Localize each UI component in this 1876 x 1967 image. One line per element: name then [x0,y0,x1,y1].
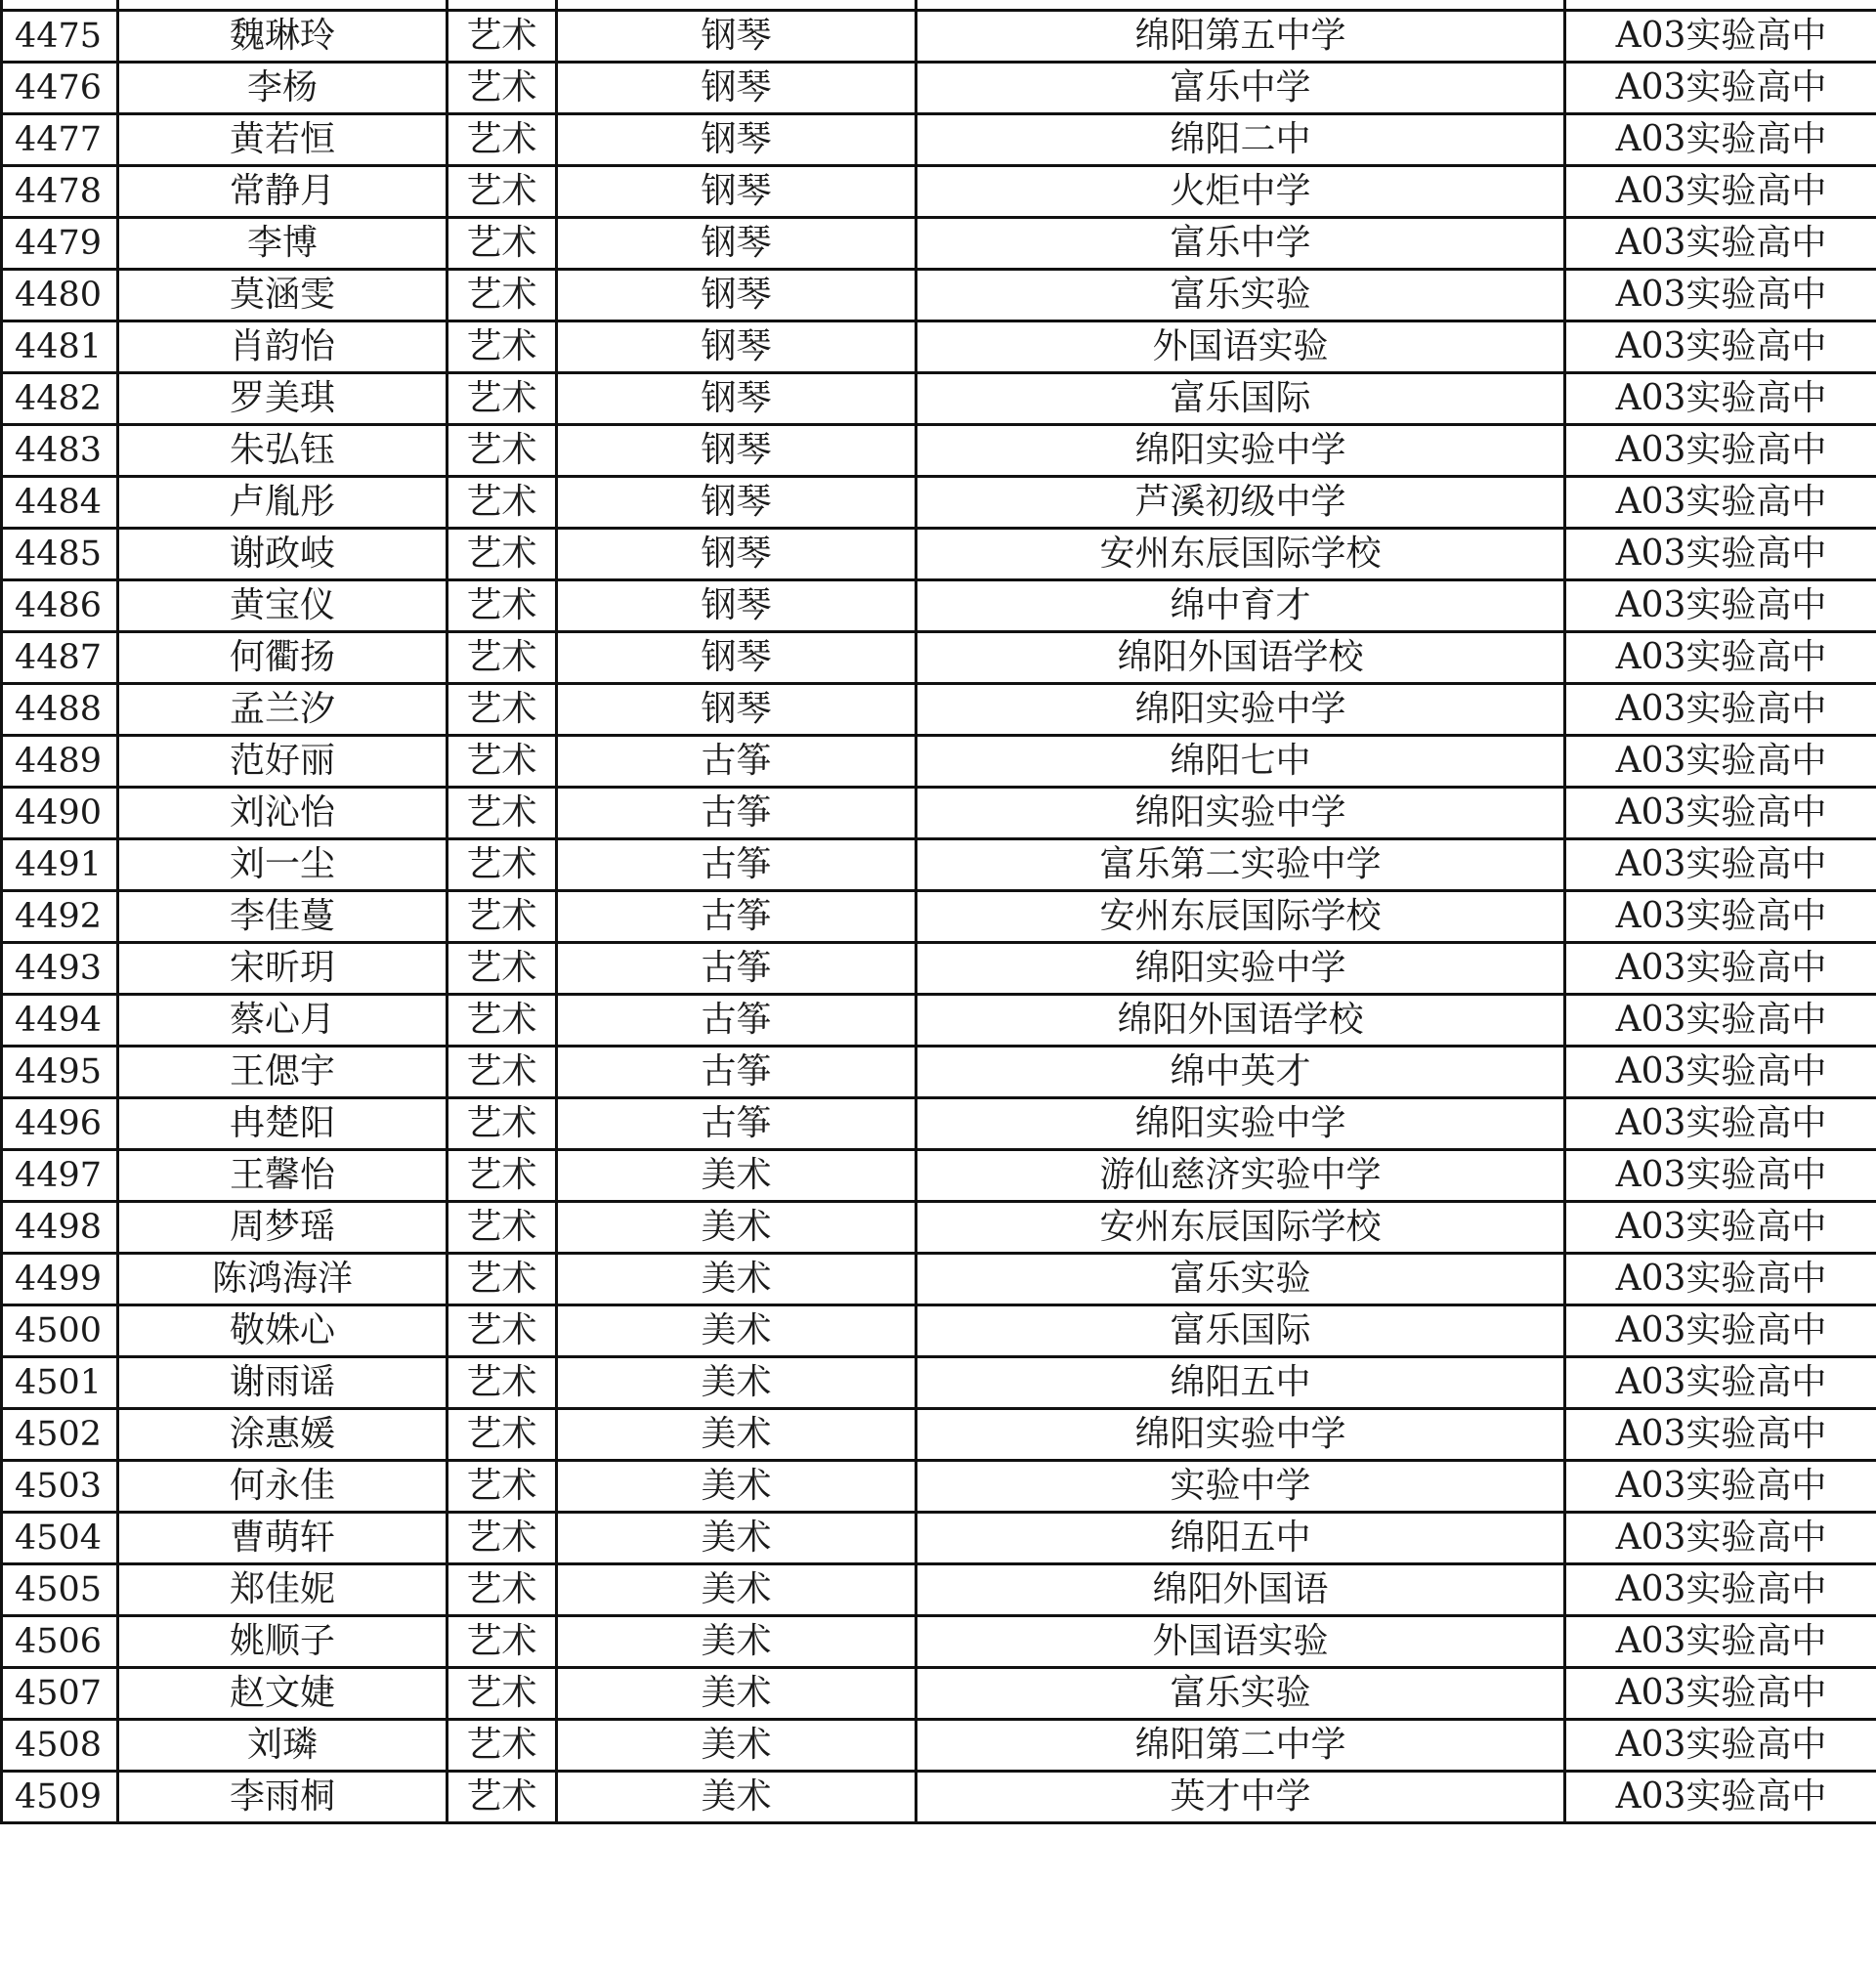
cell-major: 古筝 [557,995,917,1047]
table-row [2,1772,1876,1823]
cell-school: 外国语实验 [917,1616,1565,1668]
cell-major: 古筝 [557,736,917,788]
cell-category: 艺术 [448,166,557,218]
table-row [2,891,1876,943]
cell-admit: A03实验高中 [1565,943,1876,995]
cell-admit: A03实验高中 [1565,425,1876,477]
table-row [2,580,1876,632]
cell-admit: A03实验高中 [1565,373,1876,425]
table-row [2,477,1876,529]
table-row-partial-top [2,0,1876,11]
cell-no: 4476 [2,63,118,114]
cell-category: 艺术 [448,270,557,321]
roster-body [2,0,1876,1823]
cell-admit: A03实验高中 [1565,529,1876,580]
cell-name: 曹萌轩 [118,1513,448,1564]
table-row [2,63,1876,114]
cell-major: 美术 [557,1305,917,1357]
cell-no: 4477 [2,114,118,166]
cell-major: 钢琴 [557,166,917,218]
cell-name: 王馨怡 [118,1150,448,1202]
cell-name: 涂惠媛 [118,1409,448,1461]
table-row [2,1254,1876,1305]
table-row [2,166,1876,218]
cell-no: 4478 [2,166,118,218]
cell-school: 安州东辰国际学校 [917,891,1565,943]
cell-name: 郑佳妮 [118,1564,448,1616]
cell-admit: A03实验高中 [1565,788,1876,839]
cell-no: 4504 [2,1513,118,1564]
cell-major: 钢琴 [557,321,917,373]
cell-no: 4484 [2,477,118,529]
cell-school: 绵阳第二中学 [917,1720,1565,1772]
cell-name: 王偲宇 [118,1047,448,1098]
table-row [2,373,1876,425]
cell-major: 钢琴 [557,529,917,580]
cell-category: 艺术 [448,995,557,1047]
cell-school: 绵阳实验中学 [917,684,1565,736]
cell-name: 李杨 [118,63,448,114]
table-row [2,270,1876,321]
cell-school: 绵阳第五中学 [917,11,1565,63]
cell-admit: A03实验高中 [1565,321,1876,373]
table-row [2,1047,1876,1098]
cell-no: 4485 [2,529,118,580]
cell-admit: A03实验高中 [1565,1305,1876,1357]
cell-school: 富乐国际 [917,373,1565,425]
cell-major: 美术 [557,1461,917,1513]
cell-admit: A03实验高中 [1565,114,1876,166]
table-row [2,1150,1876,1202]
cell-major: 钢琴 [557,684,917,736]
cell-admit: A03实验高中 [1565,1616,1876,1668]
cell-name: 李佳蔓 [118,891,448,943]
table-row [2,788,1876,839]
cell-no: 4496 [2,1098,118,1150]
cell-no: 4480 [2,270,118,321]
table-row [2,529,1876,580]
cell-admit: A03实验高中 [1565,1098,1876,1150]
cell-school: 安州东辰国际学校 [917,1202,1565,1254]
cell-major: 古筝 [557,839,917,891]
cell-major: 钢琴 [557,63,917,114]
cell-admit: A03实验高中 [1565,684,1876,736]
cell-admit: A03实验高中 [1565,632,1876,684]
cell-category: 艺术 [448,1409,557,1461]
cell-category: 艺术 [448,632,557,684]
cell-admit: A03实验高中 [1565,63,1876,114]
cell-category: 艺术 [448,891,557,943]
cell-admit: A03实验高中 [1565,218,1876,270]
cell-category: 艺术 [448,1305,557,1357]
cell-admit: A03实验高中 [1565,1254,1876,1305]
cell-name: 李雨桐 [118,1772,448,1823]
cell-category: 艺术 [448,218,557,270]
cell-major: 美术 [557,1357,917,1409]
cell-no: 4490 [2,788,118,839]
cell-major: 美术 [557,1409,917,1461]
cell-category: 艺术 [448,114,557,166]
table-row [2,1616,1876,1668]
table-row [2,1305,1876,1357]
cell-category: 艺术 [448,1668,557,1720]
cell-category [448,0,557,11]
cell-category: 艺术 [448,1047,557,1098]
cell-school: 富乐国际 [917,1305,1565,1357]
cell-no: 4506 [2,1616,118,1668]
cell-name: 罗美琪 [118,373,448,425]
cell-school: 火炬中学 [917,166,1565,218]
cell-admit: A03实验高中 [1565,995,1876,1047]
cell-school: 安州东辰国际学校 [917,529,1565,580]
cell-category: 艺术 [448,1616,557,1668]
cell-name: 敬姝心 [118,1305,448,1357]
cell-major: 钢琴 [557,580,917,632]
table-row [2,321,1876,373]
cell-no: 4501 [2,1357,118,1409]
cell-name: 谢雨谣 [118,1357,448,1409]
cell-school: 绵阳实验中学 [917,788,1565,839]
cell-category: 艺术 [448,1772,557,1823]
cell-category: 艺术 [448,1098,557,1150]
cell-school: 富乐第二实验中学 [917,839,1565,891]
cell-school: 绵阳实验中学 [917,425,1565,477]
cell-category: 艺术 [448,1513,557,1564]
cell-name: 宋昕玥 [118,943,448,995]
cell-no: 4492 [2,891,118,943]
cell-admit: A03实验高中 [1565,11,1876,63]
cell-major: 美术 [557,1616,917,1668]
cell-admit [1565,0,1876,11]
cell-school: 绵阳五中 [917,1357,1565,1409]
cell-name: 范好丽 [118,736,448,788]
cell-category: 艺术 [448,1254,557,1305]
cell-category: 艺术 [448,373,557,425]
cell-school: 绵阳七中 [917,736,1565,788]
cell-no: 4488 [2,684,118,736]
cell-category: 艺术 [448,736,557,788]
cell-no: 4508 [2,1720,118,1772]
cell-major: 钢琴 [557,632,917,684]
cell-admit: A03实验高中 [1565,1513,1876,1564]
cell-category: 艺术 [448,477,557,529]
cell-admit: A03实验高中 [1565,839,1876,891]
cell-major: 美术 [557,1202,917,1254]
cell-name: 赵文婕 [118,1668,448,1720]
cell-major: 美术 [557,1668,917,1720]
table-row [2,11,1876,63]
cell-major: 美术 [557,1150,917,1202]
cell-name: 卢胤彤 [118,477,448,529]
cell-admit: A03实验高中 [1565,1720,1876,1772]
table-row [2,995,1876,1047]
table-row [2,1461,1876,1513]
cell-major: 古筝 [557,788,917,839]
cell-school: 绵阳实验中学 [917,1098,1565,1150]
table-row [2,1564,1876,1616]
cell-admit: A03实验高中 [1565,1564,1876,1616]
cell-category: 艺术 [448,839,557,891]
cell-name: 肖韵怡 [118,321,448,373]
table-row [2,632,1876,684]
cell-name: 周梦瑶 [118,1202,448,1254]
cell-school: 富乐实验 [917,1668,1565,1720]
cell-school: 富乐中学 [917,218,1565,270]
cell-name: 何永佳 [118,1461,448,1513]
cell-school [917,0,1565,11]
cell-no: 4500 [2,1305,118,1357]
cell-name: 李博 [118,218,448,270]
table-row [2,1202,1876,1254]
cell-name: 黄若恒 [118,114,448,166]
cell-name: 蔡心月 [118,995,448,1047]
cell-school: 绵阳二中 [917,114,1565,166]
cell-major: 美术 [557,1720,917,1772]
cell-major: 美术 [557,1772,917,1823]
cell-major: 美术 [557,1564,917,1616]
cell-school: 绵中英才 [917,1047,1565,1098]
cell-major: 钢琴 [557,425,917,477]
cell-school: 绵阳外国语学校 [917,632,1565,684]
cell-major: 古筝 [557,1098,917,1150]
cell-admit: A03实验高中 [1565,1202,1876,1254]
table-row [2,684,1876,736]
cell-school: 游仙慈济实验中学 [917,1150,1565,1202]
cell-name: 朱弘钰 [118,425,448,477]
cell-school: 富乐实验 [917,270,1565,321]
cell-category: 艺术 [448,529,557,580]
cell-name: 黄宝仪 [118,580,448,632]
table-row [2,1668,1876,1720]
cell-major: 钢琴 [557,11,917,63]
cell-no: 4509 [2,1772,118,1823]
cell-no: 4502 [2,1409,118,1461]
cell-no: 4497 [2,1150,118,1202]
cell-school: 英才中学 [917,1772,1565,1823]
cell-admit: A03实验高中 [1565,270,1876,321]
cell-no: 4491 [2,839,118,891]
cell-no: 4482 [2,373,118,425]
cell-school: 富乐实验 [917,1254,1565,1305]
cell-school: 绵中育才 [917,580,1565,632]
cell-category: 艺术 [448,943,557,995]
cell-no: 4507 [2,1668,118,1720]
cell-major: 古筝 [557,1047,917,1098]
table-row [2,943,1876,995]
table-row [2,1513,1876,1564]
cell-school: 绵阳实验中学 [917,1409,1565,1461]
cell-school: 绵阳外国语学校 [917,995,1565,1047]
cell-no: 4483 [2,425,118,477]
cell-category: 艺术 [448,425,557,477]
cell-no: 4498 [2,1202,118,1254]
table-row [2,736,1876,788]
cell-no: 4493 [2,943,118,995]
cell-no: 4481 [2,321,118,373]
cell-admit: A03实验高中 [1565,1668,1876,1720]
cell-name: 何衢扬 [118,632,448,684]
cell-no: 4487 [2,632,118,684]
cell-major: 钢琴 [557,218,917,270]
cell-no: 4499 [2,1254,118,1305]
table-row [2,1409,1876,1461]
cell-name: 刘一尘 [118,839,448,891]
cell-no: 4479 [2,218,118,270]
cell-name: 常静月 [118,166,448,218]
cell-school: 芦溪初级中学 [917,477,1565,529]
cell-admit: A03实验高中 [1565,891,1876,943]
cell-major: 钢琴 [557,373,917,425]
table-row [2,1098,1876,1150]
table-row [2,1720,1876,1772]
cell-no: 4494 [2,995,118,1047]
cell-name: 冉楚阳 [118,1098,448,1150]
cell-category: 艺术 [448,1150,557,1202]
cell-no: 4475 [2,11,118,63]
table-row [2,218,1876,270]
cell-no: 4489 [2,736,118,788]
cell-name: 孟兰汐 [118,684,448,736]
cell-major: 钢琴 [557,477,917,529]
cell-admit: A03实验高中 [1565,1357,1876,1409]
cell-school: 绵阳外国语 [917,1564,1565,1616]
cell-admit: A03实验高中 [1565,477,1876,529]
cell-category: 艺术 [448,684,557,736]
cell-admit: A03实验高中 [1565,1047,1876,1098]
cell-name: 莫涵雯 [118,270,448,321]
cell-name: 谢政岐 [118,529,448,580]
cell-admit: A03实验高中 [1565,1461,1876,1513]
cell-category: 艺术 [448,1461,557,1513]
cell-no: 4486 [2,580,118,632]
cell-school: 实验中学 [917,1461,1565,1513]
cell-major: 古筝 [557,891,917,943]
cell-major: 钢琴 [557,114,917,166]
cell-major [557,0,917,11]
table-row [2,1357,1876,1409]
cell-major: 美术 [557,1513,917,1564]
table-row [2,839,1876,891]
cell-school: 绵阳五中 [917,1513,1565,1564]
cell-admit: A03实验高中 [1565,736,1876,788]
cell-name [118,0,448,11]
cell-school: 绵阳实验中学 [917,943,1565,995]
cell-category: 艺术 [448,11,557,63]
cell-major: 钢琴 [557,270,917,321]
cell-school: 外国语实验 [917,321,1565,373]
cell-category: 艺术 [448,1720,557,1772]
cell-admit: A03实验高中 [1565,580,1876,632]
cell-category: 艺术 [448,580,557,632]
cell-admit: A03实验高中 [1565,1772,1876,1823]
table-row [2,425,1876,477]
cell-no: 4503 [2,1461,118,1513]
cell-school: 富乐中学 [917,63,1565,114]
cell-category: 艺术 [448,1202,557,1254]
cell-category: 艺术 [448,1357,557,1409]
cell-category: 艺术 [448,788,557,839]
cell-name: 刘沁怡 [118,788,448,839]
cell-name: 陈鸿海洋 [118,1254,448,1305]
table-row [2,114,1876,166]
cell-major: 美术 [557,1254,917,1305]
cell-category: 艺术 [448,1564,557,1616]
cell-name: 魏琳玲 [118,11,448,63]
cell-admit: A03实验高中 [1565,166,1876,218]
cell-no: 4495 [2,1047,118,1098]
cell-admit: A03实验高中 [1565,1150,1876,1202]
cell-admit: A03实验高中 [1565,1409,1876,1461]
cell-name: 姚顺子 [118,1616,448,1668]
cell-no: 4505 [2,1564,118,1616]
cell-name: 刘璘 [118,1720,448,1772]
cell-category: 艺术 [448,63,557,114]
cell-no [2,0,118,11]
cell-major: 古筝 [557,943,917,995]
cell-category: 艺术 [448,321,557,373]
